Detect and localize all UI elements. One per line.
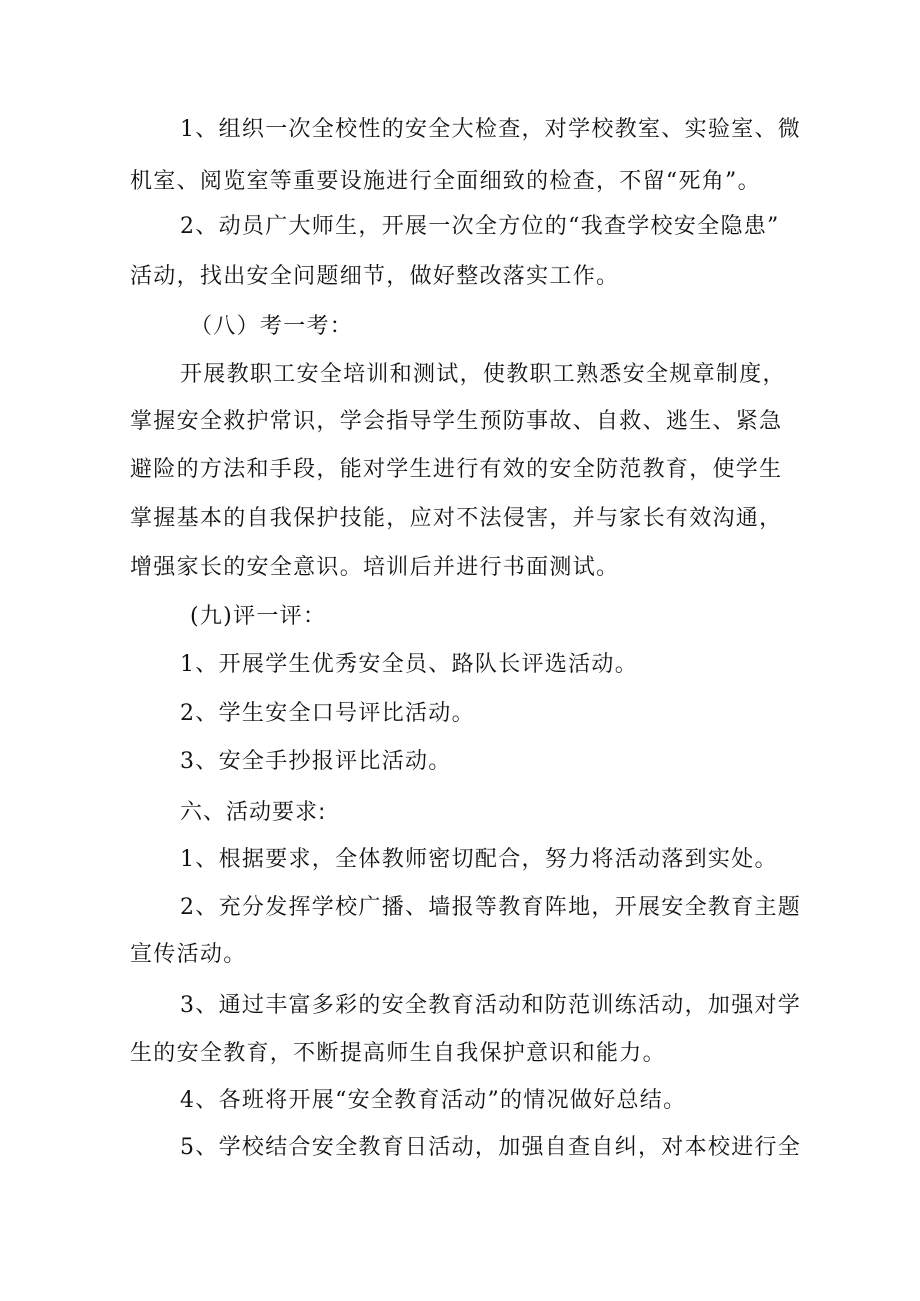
requirement-1: 1、根据要求，全体教师密切配合，努力将活动落到实处。	[180, 847, 778, 872]
section-heading-requirements: 六、活动要求:	[180, 800, 327, 825]
paragraph-2-line-2: 活动，找出安全问题细节，做好整改落实工作。	[130, 264, 620, 289]
paragraph-3-line-3: 避险的方法和手段，能对学生进行有效的安全防范教育，使学生	[130, 457, 783, 482]
paragraph-3-line-2: 掌握安全救护常识，学会指导学生预防事故、自救、逃生、紧急	[130, 409, 783, 434]
requirement-3-line-2: 生的安全教育，不断提高师生自我保护意识和能力。	[130, 1041, 666, 1066]
requirement-2-line-2: 宣传活动。	[130, 942, 247, 967]
list-item-evaluation-3: 3、安全手抄报评比活动。	[180, 749, 452, 774]
paragraph-3-line-5: 增强家长的安全意识。培训后并进行书面测试。	[130, 555, 620, 580]
requirement-4: 4、各班将开展“安全教育活动”的情况做好总结。	[180, 1088, 687, 1113]
paragraph-3-line-4: 掌握基本的自我保护技能，应对不法侵害，并与家长有效沟通，	[130, 506, 783, 531]
section-heading-8: （八）考一考：	[190, 314, 354, 339]
list-item-evaluation-2: 2、学生安全口号评比活动。	[180, 701, 475, 726]
paragraph-1-line-1: 1、组织一次全校性的安全大检查，对学校教室、实验室、微	[180, 117, 802, 142]
list-item-evaluation-1: 1、开展学生优秀安全员、路队长评选活动。	[180, 652, 638, 677]
section-heading-9: (九)评一评：	[190, 604, 327, 629]
paragraph-2-line-1: 2、动员广大师生，开展一次全方位的“我查学校安全隐患”	[180, 214, 780, 239]
paragraph-1-line-2: 机室、阅览室等重要设施进行全面细致的检查，不留“死角”。	[130, 169, 761, 194]
requirement-3-line-1: 3、通过丰富多彩的安全教育活动和防范训练活动，加强对学	[180, 993, 802, 1018]
requirement-2-line-1: 2、充分发挥学校广播、墙报等教育阵地，开展安全教育主题	[180, 895, 802, 920]
paragraph-3-line-1: 开展教职工安全培训和测试，使教职工熟悉安全规章制度，	[180, 362, 786, 387]
requirement-5-line-1: 5、学校结合安全教育日活动，加强自查自纠，对本校进行全	[180, 1135, 802, 1160]
